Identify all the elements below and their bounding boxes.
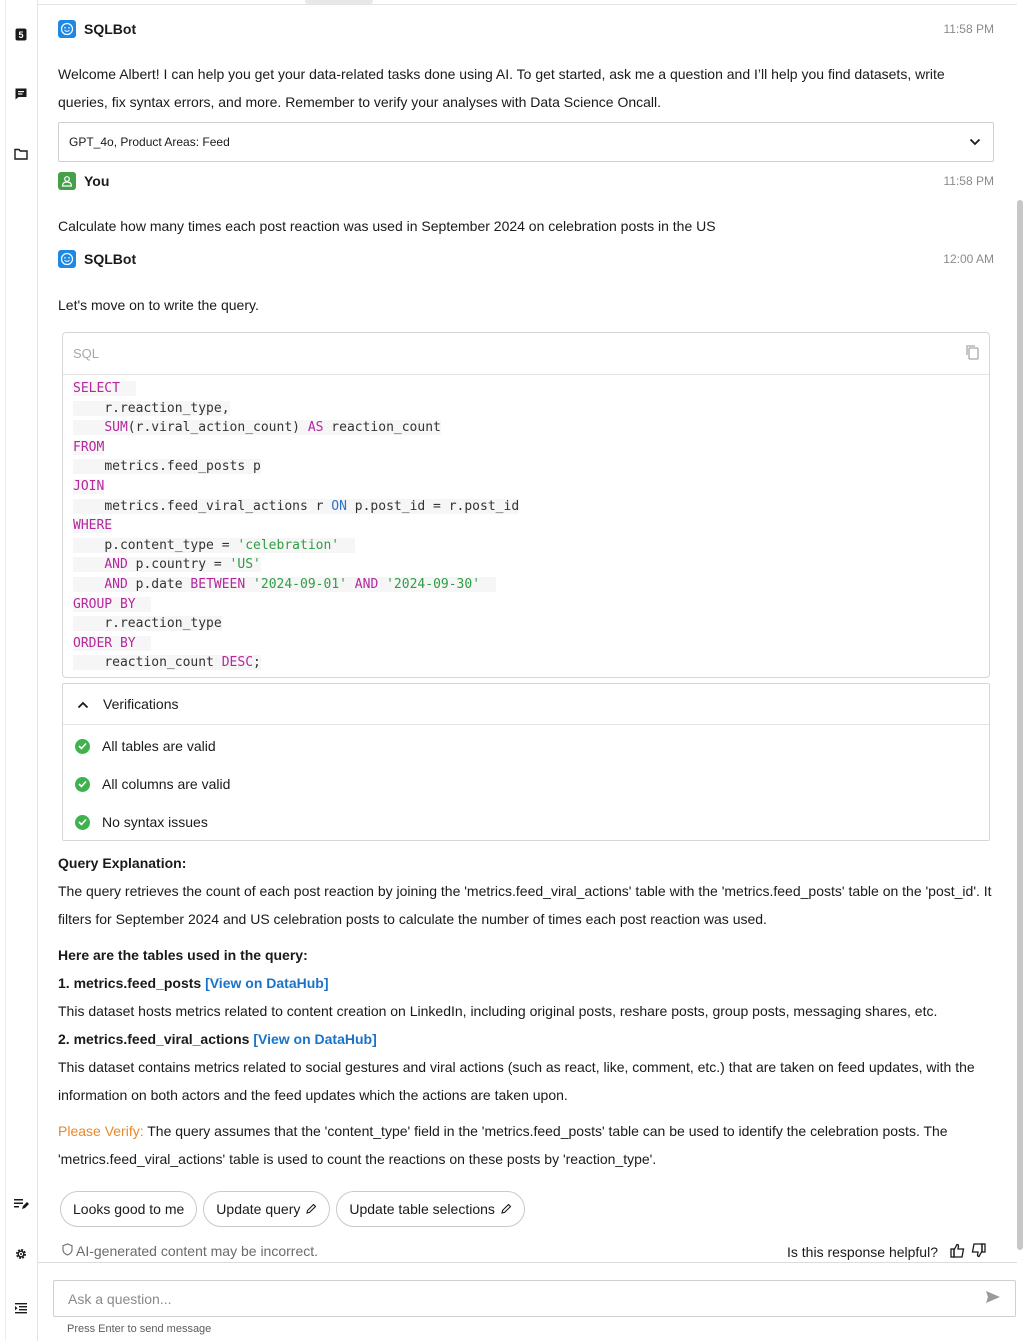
verify-label: Please Verify: xyxy=(58,1123,144,1139)
thumbs-up-icon[interactable] xyxy=(950,1243,966,1261)
verification-item xyxy=(75,736,216,756)
thumbs-down-icon[interactable] xyxy=(970,1243,986,1261)
check-circle-icon xyxy=(75,777,90,792)
sql-line: JOIN xyxy=(73,478,105,494)
sql-line: SELECT xyxy=(73,379,979,399)
table-description: This dataset hosts metrics related to content creation on LinkedIn, including original posts, reshare posts, group posts, messaging shares, etc. xyxy=(58,1003,938,1019)
sql-line: reaction_count DESC; xyxy=(73,653,979,673)
table-item-title xyxy=(58,969,998,997)
table-description: This dataset contains metrics related to social gestures and viral actions (such as react, like, comment, etc.) that are taken on feed updates, with the information on both actors and the feed updates which the actions are taken upon. xyxy=(58,1059,975,1103)
disclaimer-text: AI-generated content may be incorrect. xyxy=(76,1243,319,1259)
pencil-icon xyxy=(306,1201,317,1217)
message-header-bot xyxy=(58,19,994,39)
message-header-user xyxy=(58,171,994,191)
table-name: 2. metrics.feed_viral_actions xyxy=(58,1031,250,1047)
update-query-button[interactable] xyxy=(203,1191,330,1227)
sql-line: r.reaction_type, xyxy=(73,399,979,419)
bot-avatar-icon xyxy=(58,20,76,38)
feedback-question: Is this response helpful? xyxy=(787,1244,938,1260)
sql-line: ORDER BY xyxy=(73,634,979,654)
top-divider xyxy=(38,4,1017,5)
check-circle-icon xyxy=(75,739,90,754)
explanation-body: The query retrieves the count of each post reaction by joining the 'metrics.feed_viral_actions' table with the 'metrics.feed_posts' table on the 'post_id'. It filters for September 2024 and US celebration posts to calculate the number of times each post reaction was used. xyxy=(58,883,992,927)
chat-icon[interactable] xyxy=(12,85,30,103)
composer-divider xyxy=(38,1262,1017,1263)
sql-line: metrics.feed_viral_actions r ON p.post_id = r.post_id xyxy=(73,497,979,517)
composer-hint: Press Enter to send message xyxy=(67,1323,212,1335)
sql-line: metrics.feed_posts p xyxy=(73,457,979,477)
verification-item xyxy=(75,774,230,794)
number-badge-icon[interactable] xyxy=(12,25,30,43)
looks-good-label: Looks good to me xyxy=(73,1201,185,1217)
verification-label: All columns are valid xyxy=(102,776,231,792)
sql-line: AND p.date BETWEEN '2024-09-01' AND '2024-09-30' xyxy=(73,575,979,595)
sql-line: r.reaction_type xyxy=(73,614,979,634)
verifications-panel xyxy=(62,683,990,841)
table-item-title xyxy=(58,1025,998,1053)
bot-avatar-icon xyxy=(58,250,76,268)
collapse-menu-icon[interactable] xyxy=(12,1299,30,1317)
sql-line: WHERE xyxy=(73,518,113,534)
datahub-link[interactable]: [View on DataHub] xyxy=(253,1031,377,1047)
composer xyxy=(53,1280,1016,1317)
model-select-value: GPT_4o, Product Areas: Feed xyxy=(69,135,230,149)
rail-edge xyxy=(0,0,6,1341)
sql-line: SUM(r.viral_action_count) AS reaction_count xyxy=(73,418,979,438)
message-time: 11:58 PM xyxy=(943,22,994,36)
verifications-toggle[interactable] xyxy=(63,684,989,725)
verification-label: All tables are valid xyxy=(102,738,216,754)
update-query-label: Update query xyxy=(216,1201,301,1217)
sql-line: FROM xyxy=(73,439,105,455)
scrollbar-thumb[interactable] xyxy=(1017,200,1023,1250)
sql-code-block xyxy=(62,332,990,678)
sender-name: SQLBot xyxy=(84,251,137,267)
verify-note xyxy=(58,1117,998,1173)
copy-icon[interactable] xyxy=(965,344,979,363)
explanation-heading: Query Explanation: xyxy=(58,855,187,871)
message-time: 12:00 AM xyxy=(943,252,994,266)
message-time: 11:58 PM xyxy=(943,174,994,188)
sql-line: p.content_type = 'celebration' xyxy=(73,536,979,556)
gear-icon[interactable] xyxy=(12,1245,30,1263)
vertical-scrollbar[interactable] xyxy=(1016,0,1024,1262)
send-icon[interactable] xyxy=(985,1290,1001,1307)
user-avatar-icon xyxy=(58,172,76,190)
sql-header xyxy=(63,333,989,375)
left-rail xyxy=(0,0,38,1341)
welcome-text: Welcome Albert! I can help you get your data-related tasks done using AI. To get started, ask me a question and I’ll help you find datasets, write queries, fix syntax errors, and more. Remember to verify your analyses with Data Science Oncall. xyxy=(58,66,945,110)
chevron-down-icon xyxy=(969,135,981,149)
update-tables-button[interactable] xyxy=(336,1191,525,1227)
sql-label: SQL xyxy=(73,346,100,361)
chevron-up-icon xyxy=(77,696,89,712)
ask-input[interactable] xyxy=(68,1291,985,1307)
verifications-title: Verifications xyxy=(103,696,179,712)
user-question: Calculate how many times each post reaction was used in September 2024 on celebration posts in the US xyxy=(58,218,716,234)
sql-line: GROUP BY xyxy=(73,595,979,615)
verify-text: The query assumes that the 'content_type' field in the 'metrics.feed_posts' table can be used to identify the celebration posts. The 'metrics.feed_viral_actions' table is used to count the reactions on these posts by 'reaction_type'. xyxy=(58,1123,948,1167)
check-circle-icon xyxy=(75,815,90,830)
verification-item xyxy=(75,812,208,832)
table-name: 1. metrics.feed_posts xyxy=(58,975,202,991)
sender-name: SQLBot xyxy=(84,21,137,37)
feedback xyxy=(787,1243,986,1261)
verification-label: No syntax issues xyxy=(102,814,208,830)
sql-line: AND p.country = 'US' xyxy=(73,555,979,575)
action-buttons xyxy=(60,1191,525,1227)
bot-intro-text: Let's move on to write the query. xyxy=(58,297,259,313)
update-tables-label: Update table selections xyxy=(349,1201,495,1217)
sender-name: You xyxy=(84,173,110,189)
edit-list-icon[interactable] xyxy=(12,1195,30,1213)
sql-code[interactable] xyxy=(63,375,989,677)
shield-icon xyxy=(62,1243,73,1259)
disclaimer xyxy=(62,1243,318,1259)
folder-icon[interactable] xyxy=(12,145,30,163)
message-header-bot xyxy=(58,249,994,269)
looks-good-button[interactable] xyxy=(60,1191,197,1227)
tables-heading: Here are the tables used in the query: xyxy=(58,947,308,963)
pencil-icon xyxy=(501,1201,512,1217)
model-select[interactable] xyxy=(58,122,994,162)
number-badge-text: 5 xyxy=(18,29,24,40)
datahub-link[interactable]: [View on DataHub] xyxy=(205,975,329,991)
